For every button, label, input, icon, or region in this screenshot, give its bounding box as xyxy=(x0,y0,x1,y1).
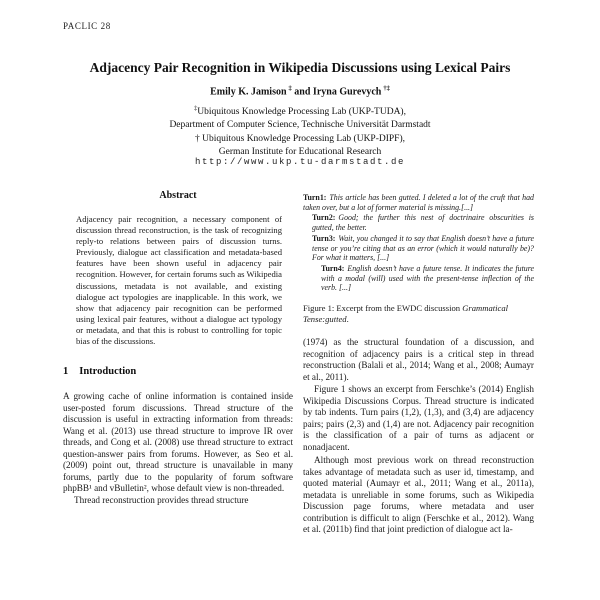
affiliation-line xyxy=(0,133,600,146)
affiliation-text: Ubiquitous Knowledge Processing Lab (UKP-TUDA), xyxy=(197,107,406,118)
intro-paragraph-1: A growing cache of online information is contained inside user-posted forum discussions. Thread structure of the discussion is useful in extracting information from threads: Wang et al. (2013) use thread structure to improve IR over threads, and Cong et al. (2008) use thread structure to extract question-answer pairs from forums. However, as Seo et al. (2009) point out, thread structure is unavailable in many forums, partly due to the popularity of forum software phpBB¹ and vBulletin², whose default view is non-threaded. xyxy=(63,391,293,494)
affiliation-line xyxy=(0,102,600,119)
figure-turn-1 xyxy=(303,193,534,212)
paper-title: Adjacency Pair Recognition in Wikipedia Discussions using Lexical Pairs xyxy=(89,60,511,75)
section-number: 1 xyxy=(63,366,69,378)
author-2-marker: †‡ xyxy=(383,85,390,92)
running-head: PACLIC 28 xyxy=(63,21,111,31)
turn-label: Turn3: xyxy=(312,233,336,243)
authors-separator: and xyxy=(291,86,313,98)
right-column xyxy=(303,193,534,536)
affiliation-line xyxy=(0,119,600,132)
section-title: Introduction xyxy=(79,366,137,378)
affiliation-text: German Institute for Educational Research xyxy=(218,146,382,157)
figure-turn-2 xyxy=(312,213,534,232)
figure-1-excerpt xyxy=(303,193,534,293)
turn-label: Turn2: xyxy=(312,213,336,223)
authors-line xyxy=(0,85,600,97)
section-heading-introduction xyxy=(63,366,293,377)
figure-turn-3 xyxy=(312,234,534,263)
caption-text: Figure 1: Excerpt from the EWDC discussion xyxy=(303,303,463,314)
figure-turn-4 xyxy=(321,264,534,293)
affiliations-block xyxy=(0,102,600,159)
author-1-marker: ‡ xyxy=(288,85,292,92)
abstract-heading: Abstract xyxy=(159,190,197,201)
right-paragraph-3: Although most previous work on thread reconstruction takes advantage of metadata such as user id, timestamp, and quoted material (Aumayr et al., 2011; Wang et al., 2011a), metadata is unreliable in some forums, such as Wikipedia Discussion page forums, where metadata and user contribution is difficult to align (Ferschke et al., 2012). Wang et al. (2011b) find that joint prediction of dialogue act la- xyxy=(303,455,534,535)
turn-label: Turn1: xyxy=(303,193,327,202)
turn-text: Good; the further this nest of doctrinaire obscurities is gutted, the better. xyxy=(312,213,534,233)
right-paragraph-2: Figure 1 shows an excerpt from Ferschke’s (2014) English Wikipedia Discussions Corpus. Thread structure is indicated by tab indents. Turn pairs (1,2), (1,3), and (3,4) are adjacency pairs; pairs (2,3) and (1,4) are not. Adjacency pair recognition is the classification of a pair of turns as adjacent or nonadjacent. xyxy=(303,384,534,452)
affiliation-text: Department of Computer Science, Technische Universität Darmstadt xyxy=(169,120,431,131)
turn-text: This article has been gutted. I deleted a lot of the cruft that had taken over, but a lot of former material is missing.[...] xyxy=(303,193,534,212)
turn-text: English doesn’t have a future tense. It indicates the future with a modal (will) used with the present-tense inflection of the verb. [...] xyxy=(321,263,534,293)
author-1: Emily K. Jamison xyxy=(210,86,287,98)
right-paragraph-1: (1974) as the structural foundation of a discussion, and recognition of adjacency pairs is a critical step in thread reconstruction (Balali et al., 2014; Wang et al., 2008; Aumayr et al., 2011). xyxy=(303,337,534,382)
turn-text: Wait, you changed it to say that English doesn’t have a future tense or you’re citing that as an error (which it would naturally be)? For what it matters, [...] xyxy=(312,233,534,263)
figure-1-caption xyxy=(303,303,534,324)
intro-paragraph-2: Thread reconstruction provides thread structure xyxy=(74,494,249,505)
caption-discussion-title: Grammatical Tense:gutted xyxy=(303,303,509,324)
left-column xyxy=(63,190,293,506)
abstract-body: Adjacency pair recognition, a necessary component of discussion thread reconstruction, is the task of recognizing reply-to relations between pairs of discussion turns. Previously, dialogue act classification and metadata-based features have been shown useful in adjacency pair recognition. However, for certain forums such as Wikipedia discussions, metadata is not available, and existing dialogue act typologies are inapplicable. In this work, we show that adjacency pair recognition can be performed using lexical pair features, without a dialogue act typology or metadata, and that this is robust to controlling for topic bias of the discussions. xyxy=(76,214,282,347)
turn-label: Turn4: xyxy=(321,263,345,273)
affiliation-marker: ‡ xyxy=(194,105,198,112)
affiliation-text: † Ubiquitous Knowledge Processing Lab (UKP-DIPF), xyxy=(194,133,406,144)
caption-period: . xyxy=(346,313,349,324)
lab-url-link[interactable]: http://www.ukp.tu-darmstadt.de xyxy=(194,157,406,167)
author-2: Iryna Gurevych xyxy=(312,86,382,98)
